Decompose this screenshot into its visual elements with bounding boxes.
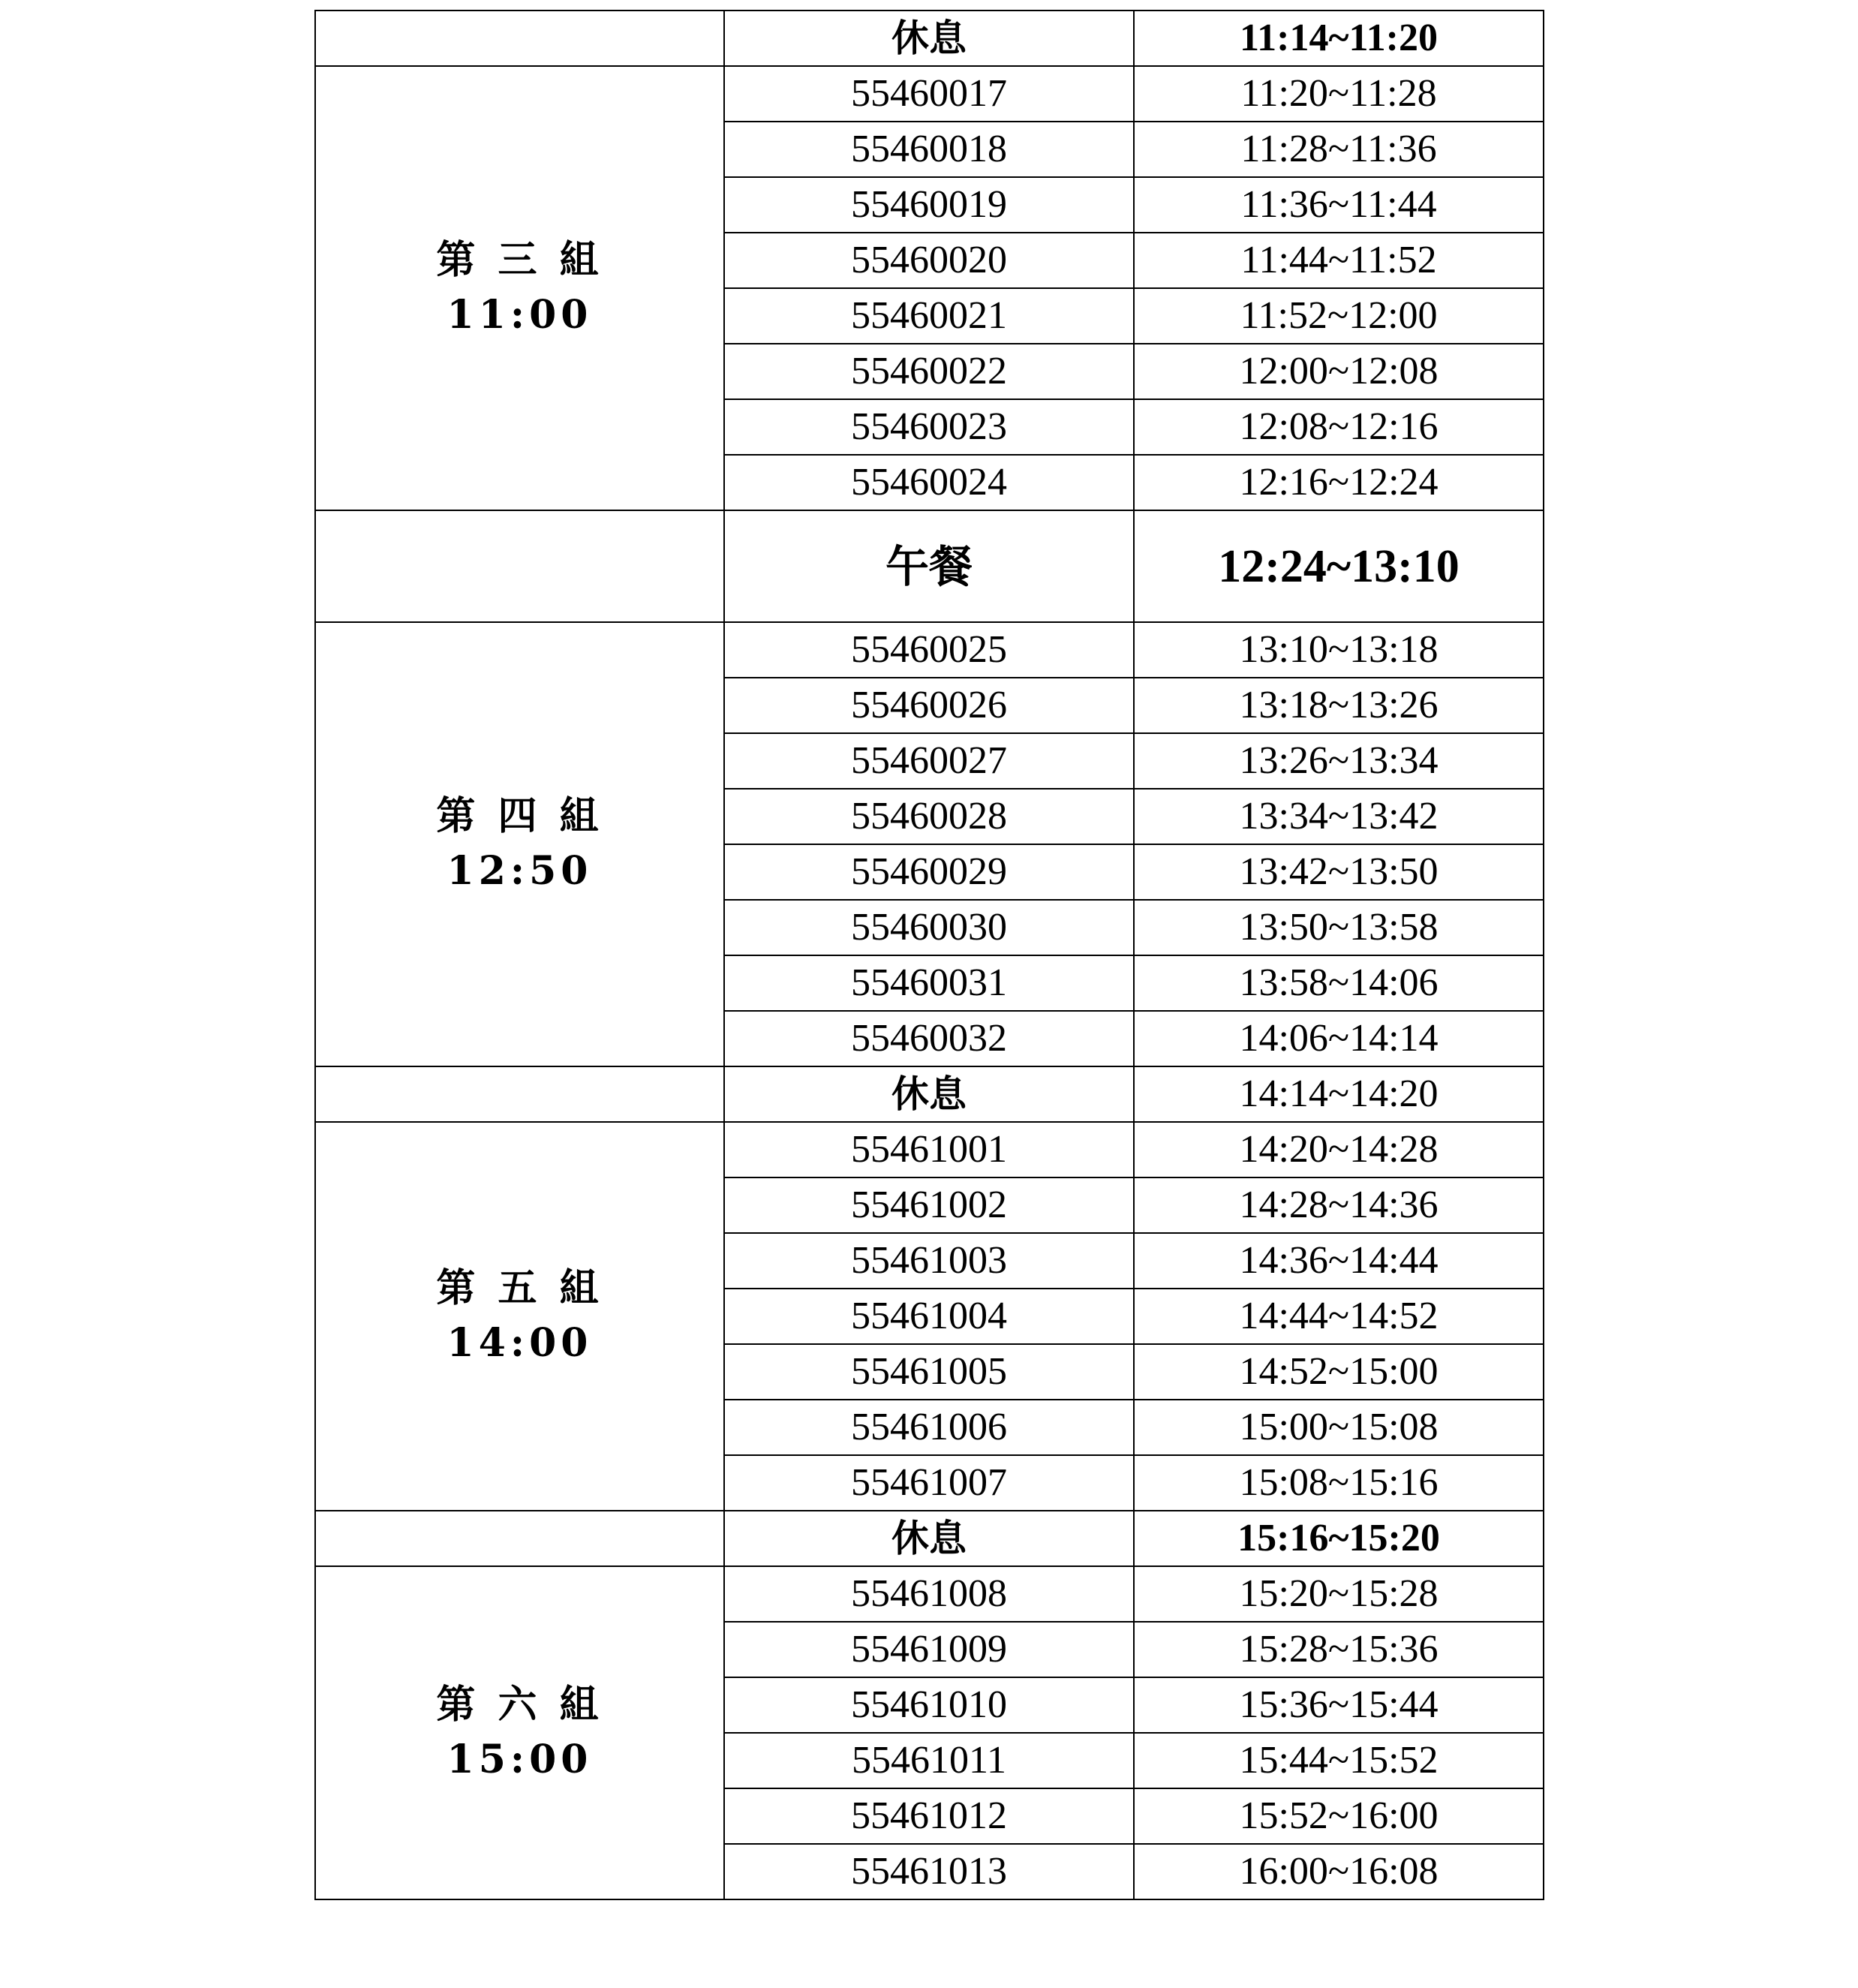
break-label: 休息 xyxy=(724,1066,1134,1122)
break-label: 休息 xyxy=(724,1511,1134,1566)
table-row xyxy=(315,66,1544,122)
time-slot: 14:44~14:52 xyxy=(1134,1289,1544,1344)
time-slot: 14:20~14:28 xyxy=(1134,1122,1544,1177)
group-start-time: 15:00 xyxy=(446,1737,593,1782)
time-slot: 14:36~14:44 xyxy=(1134,1233,1544,1289)
candidate-id: 55460025 xyxy=(724,622,1134,678)
candidate-id: 55460032 xyxy=(724,1011,1134,1066)
candidate-id: 55461010 xyxy=(724,1677,1134,1733)
candidate-id: 55460022 xyxy=(724,344,1134,399)
candidate-id: 55461002 xyxy=(724,1177,1134,1233)
time-slot: 15:08~15:16 xyxy=(1134,1455,1544,1511)
group-start-time: 11:00 xyxy=(446,292,593,338)
candidate-id: 55460031 xyxy=(724,955,1134,1011)
schedule-body xyxy=(315,11,1544,1899)
time-slot: 15:44~15:52 xyxy=(1134,1733,1544,1788)
candidate-id: 55460030 xyxy=(724,900,1134,955)
time-slot: 13:50~13:58 xyxy=(1134,900,1544,955)
time-slot: 12:08~12:16 xyxy=(1134,399,1544,455)
candidate-id: 55460017 xyxy=(724,66,1134,122)
time-slot: 13:42~13:50 xyxy=(1134,844,1544,900)
time-slot: 16:00~16:08 xyxy=(1134,1844,1544,1899)
break-row xyxy=(315,1066,1544,1122)
lunch-label: 午餐 xyxy=(724,510,1134,622)
candidate-id: 55461003 xyxy=(724,1233,1134,1289)
group-cell xyxy=(315,1566,724,1899)
candidate-id: 55461001 xyxy=(724,1122,1134,1177)
time-slot: 13:34~13:42 xyxy=(1134,789,1544,844)
time-slot: 15:52~16:00 xyxy=(1134,1788,1544,1844)
candidate-id: 55461011 xyxy=(724,1733,1134,1788)
group-name: 第 四 組 xyxy=(436,793,603,840)
candidate-id: 55460027 xyxy=(724,733,1134,789)
lunch-row xyxy=(315,510,1544,622)
time-slot: 15:28~15:36 xyxy=(1134,1622,1544,1677)
schedule-table xyxy=(314,10,1544,1900)
time-slot: 12:00~12:08 xyxy=(1134,344,1544,399)
empty-cell xyxy=(315,1066,724,1122)
time-slot: 15:00~15:08 xyxy=(1134,1400,1544,1455)
group-name: 第 三 組 xyxy=(436,237,603,284)
time-slot: 14:06~14:14 xyxy=(1134,1011,1544,1066)
table-row xyxy=(315,1566,1544,1622)
group-start-time: 12:50 xyxy=(446,848,593,894)
candidate-id: 55460029 xyxy=(724,844,1134,900)
break-label: 休息 xyxy=(724,11,1134,66)
candidate-id: 55461004 xyxy=(724,1289,1134,1344)
time-slot: 11:14~11:20 xyxy=(1134,11,1544,66)
time-slot: 11:44~11:52 xyxy=(1134,233,1544,288)
group-start-time: 14:00 xyxy=(446,1320,593,1366)
group-cell xyxy=(315,622,724,1066)
group-cell xyxy=(315,1122,724,1511)
candidate-id: 55461009 xyxy=(724,1622,1134,1677)
break-row xyxy=(315,1511,1544,1566)
empty-cell xyxy=(315,11,724,66)
group-name: 第 六 組 xyxy=(436,1682,603,1728)
time-slot: 11:36~11:44 xyxy=(1134,177,1544,233)
candidate-id: 55460019 xyxy=(724,177,1134,233)
group-name: 第 五 組 xyxy=(436,1265,603,1312)
candidate-id: 55461008 xyxy=(724,1566,1134,1622)
time-slot: 14:52~15:00 xyxy=(1134,1344,1544,1400)
time-slot: 12:24~13:10 xyxy=(1134,510,1544,622)
candidate-id: 55460021 xyxy=(724,288,1134,344)
empty-cell xyxy=(315,1511,724,1566)
time-slot: 11:20~11:28 xyxy=(1134,66,1544,122)
time-slot: 13:10~13:18 xyxy=(1134,622,1544,678)
time-slot: 11:28~11:36 xyxy=(1134,122,1544,177)
candidate-id: 55461012 xyxy=(724,1788,1134,1844)
time-slot: 15:36~15:44 xyxy=(1134,1677,1544,1733)
candidate-id: 55461005 xyxy=(724,1344,1134,1400)
table-row xyxy=(315,1122,1544,1177)
group-cell xyxy=(315,66,724,510)
time-slot: 13:58~14:06 xyxy=(1134,955,1544,1011)
candidate-id: 55460020 xyxy=(724,233,1134,288)
candidate-id: 55461007 xyxy=(724,1455,1134,1511)
candidate-id: 55460023 xyxy=(724,399,1134,455)
time-slot: 15:20~15:28 xyxy=(1134,1566,1544,1622)
candidate-id: 55461013 xyxy=(724,1844,1134,1899)
time-slot: 15:16~15:20 xyxy=(1134,1511,1544,1566)
break-row xyxy=(315,11,1544,66)
candidate-id: 55460024 xyxy=(724,455,1134,510)
time-slot: 14:28~14:36 xyxy=(1134,1177,1544,1233)
candidate-id: 55461006 xyxy=(724,1400,1134,1455)
time-slot: 13:26~13:34 xyxy=(1134,733,1544,789)
table-row xyxy=(315,622,1544,678)
time-slot: 12:16~12:24 xyxy=(1134,455,1544,510)
candidate-id: 55460028 xyxy=(724,789,1134,844)
time-slot: 11:52~12:00 xyxy=(1134,288,1544,344)
candidate-id: 55460026 xyxy=(724,678,1134,733)
empty-cell xyxy=(315,510,724,622)
candidate-id: 55460018 xyxy=(724,122,1134,177)
time-slot: 13:18~13:26 xyxy=(1134,678,1544,733)
time-slot: 14:14~14:20 xyxy=(1134,1066,1544,1122)
